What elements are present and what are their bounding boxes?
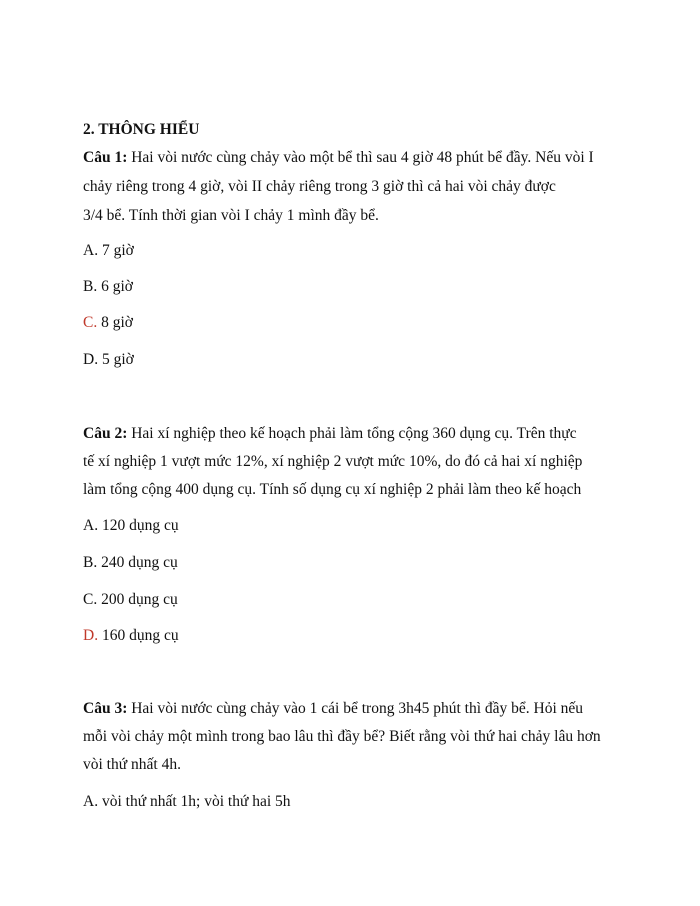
question-2-option-b [83,553,178,573]
question-2-option-c [83,590,178,610]
question-3-line-1 [83,699,583,719]
option-text: 120 dụng cụ [98,517,179,534]
question-1-option-b [83,277,133,297]
question-1-option-d [83,350,134,370]
option-letter: B. [83,554,98,571]
option-text: 6 giờ [97,278,133,295]
question-2-text-line-3: làm tổng cộng 400 dụng cụ. Tính số dụng cụ xí nghiệp 2 phải làm theo kế hoạch [83,481,582,498]
option-letter: A. [83,517,99,534]
option-text: vòi thứ nhất 1h; vòi thứ hai 5h [98,793,291,810]
question-3-text-line-1: Hai vòi nước cùng chảy vào 1 cái bể trong 3h45 phút thì đầy bể. Hỏi nếu [131,700,584,717]
option-text: 200 dụng cụ [97,591,178,608]
question-2-option-a [83,516,179,536]
question-2-option-d [83,626,179,646]
question-1-text-line-3: 3/4 bể. Tính thời gian vòi I chảy 1 mình đầy bể. [83,207,379,224]
question-1-option-c [83,313,133,333]
option-letter: A. [83,793,99,810]
option-letter-correct: C. [83,314,98,331]
question-3-option-a [83,792,291,812]
question-3-text-line-2: mỗi vòi chảy một mình trong bao lâu thì đầy bể? Biết rằng vòi thứ hai chảy lâu hơn [83,728,601,745]
option-letter: D. [83,351,99,368]
question-1-text-line-2: chảy riêng trong 4 giờ, vòi II chảy riêng trong 3 giờ thì cả hai vòi chảy được [83,178,556,195]
question-1-line-1 [83,148,594,168]
option-letter: C. [83,591,98,608]
option-text: 160 dụng cụ [98,627,179,644]
option-letter: A. [83,242,99,259]
option-letter-correct: D. [83,627,99,644]
question-3-label: Câu 3: [83,700,128,717]
option-text: 7 giờ [98,242,134,259]
question-1-label: Câu 1: [83,149,128,166]
question-3-text-line-3: vòi thứ nhất 4h. [83,756,181,773]
section-title: 2. THÔNG HIỂU [83,121,200,138]
question-1-option-a [83,241,134,261]
option-letter: B. [83,278,98,295]
question-2-text-line-2: tế xí nghiệp 1 vượt mức 12%, xí nghiệp 2 vượt mức 10%, do đó cả hai xí nghiệp [83,453,583,470]
question-2-text-line-1: Hai xí nghiệp theo kế hoạch phải làm tổng cộng 360 dụng cụ. Trên thực [131,425,577,442]
question-2-label: Câu 2: [83,425,128,442]
option-text: 8 giờ [97,314,133,331]
question-1-text-line-1: Hai vòi nước cùng chảy vào một bể thì sau 4 giờ 48 phút bể đầy. Nếu vòi I [131,149,594,166]
option-text: 240 dụng cụ [97,554,178,571]
option-text: 5 giờ [98,351,134,368]
question-2-line-1 [83,424,577,444]
